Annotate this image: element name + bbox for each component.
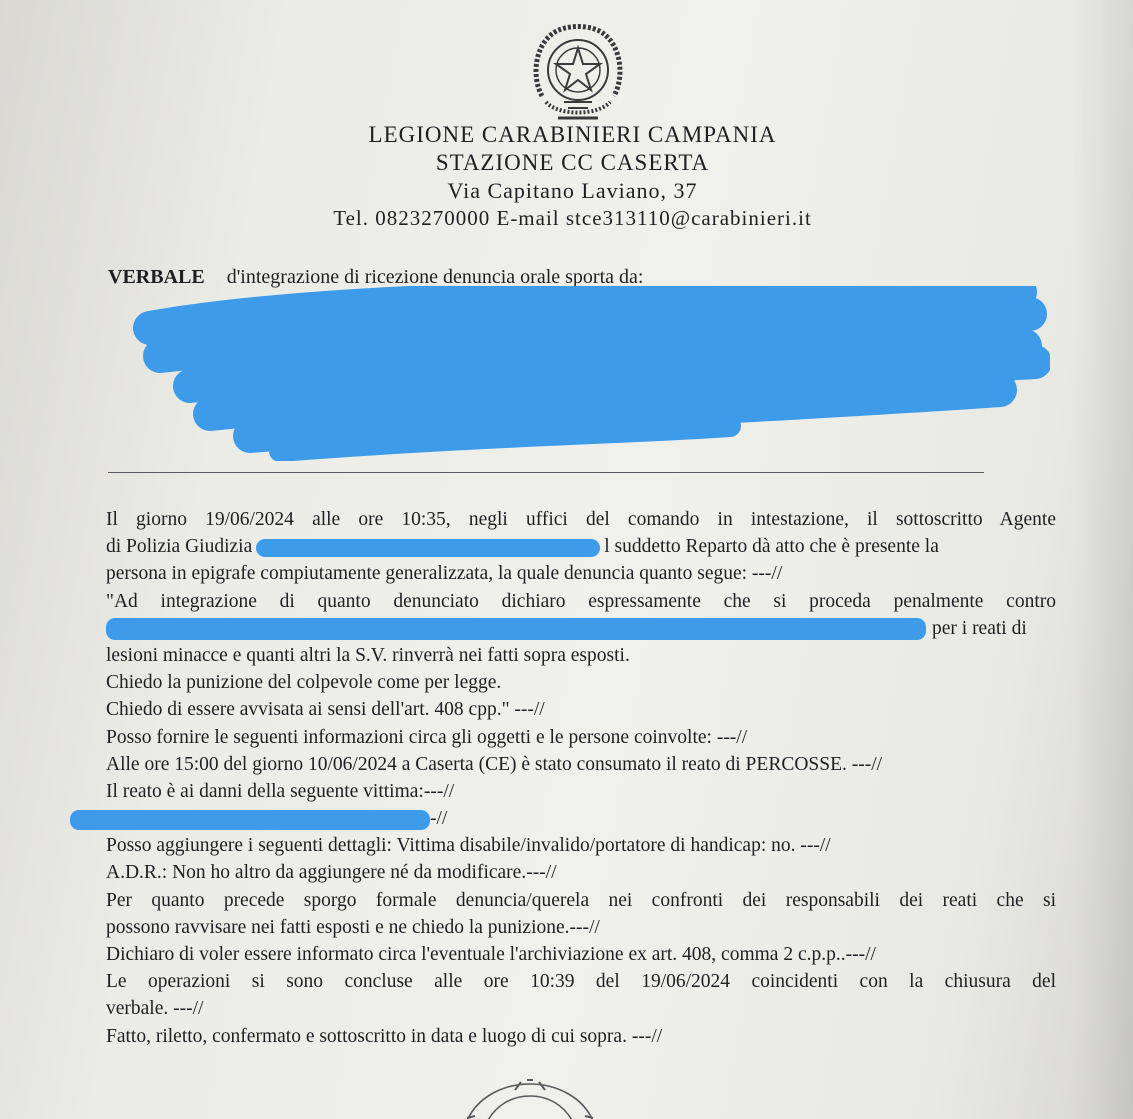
verbale-label: VERBALE xyxy=(108,266,205,288)
header-station: STAZIONE CC CASERTA xyxy=(435,150,710,175)
section-divider xyxy=(108,472,984,473)
redaction-block xyxy=(130,286,1050,461)
body-line: Il reato è ai danni della seguente vittima:---// xyxy=(106,780,455,802)
body-line-part: per i reati di xyxy=(932,617,1027,639)
body-line: Posso aggiungere i seguenti dettagli: Vittima disabile/invalido/portatore di handicap: no. ---// xyxy=(106,835,831,857)
body-line xyxy=(106,805,1056,832)
redaction-mark xyxy=(256,539,600,557)
header-legion: LEGIONE CARABINIERI CAMPANIA xyxy=(368,122,777,147)
body-line: possono ravvisare nei fatti esposti e ne chiedo la punizione.---// xyxy=(106,916,600,938)
body-line-part: l suddetto Reparto dà atto che è presente la xyxy=(604,536,939,558)
italian-republic-emblem-icon xyxy=(528,18,628,126)
verbale-subtitle: d'integrazione di ricezione denuncia orale sporta da: xyxy=(226,266,644,288)
body-line: persona in epigrafe compiutamente generalizzata, la quale denuncia quanto segue: ---// xyxy=(106,563,783,585)
redaction-mark xyxy=(106,618,926,640)
body-line-part: -// xyxy=(430,808,448,830)
body-line: lesioni minacce e quanti altri la S.V. rinverrà nei fatti sopra esposti. xyxy=(106,644,630,666)
body-line xyxy=(106,615,1056,642)
body-line: Chiedo la punizione del colpevole come per legge. xyxy=(106,672,502,694)
verbale-body xyxy=(106,506,1056,1050)
body-line: Dichiaro di voler essere informato circa l'eventuale l'archiviazione ex art. 408, comma 2 c.p.p..---// xyxy=(106,944,876,965)
header-contacts: Tel. 0823270000 E-mail stce313110@carabinieri.it xyxy=(333,206,812,230)
body-line: Alle ore 15:00 del giorno 10/06/2024 a Caserta (CE) è stato consumato il reato di PERCOSSE. ---// xyxy=(106,753,883,775)
body-line: Posso fornire le seguenti informazioni circa gli oggetti e le persone coinvolte: ---// xyxy=(106,726,748,748)
body-line: Per quanto precede sporgo formale denuncia/querela nei confronti dei responsabili dei reati che si xyxy=(106,889,1056,911)
body-line: "Ad integrazione di quanto denunciato dichiaro espressamente che si proceda penalmente contro xyxy=(106,590,1056,612)
body-line: Il giorno 19/06/2024 alle ore 10:35, negli uffici del comando in intestazione, il sottoscritto Agente xyxy=(106,509,1056,530)
body-line: A.D.R.: Non ho altro da aggiungere né da modificare.---// xyxy=(106,862,557,884)
body-line: Fatto, riletto, confermato e sottoscritto in data e luogo di cui sopra. ---// xyxy=(106,1025,663,1047)
body-line xyxy=(106,533,1056,560)
body-line: verbale. ---// xyxy=(106,998,204,1020)
body-line-part: di Polizia Giudizia xyxy=(106,536,253,558)
stamp-seal-icon xyxy=(455,1076,605,1119)
header-address: Via Capitano Laviano, 37 xyxy=(447,178,698,203)
body-line: Chiedo di essere avvisata ai sensi dell'art. 408 cpp." ---// xyxy=(106,699,545,721)
redaction-mark xyxy=(70,810,430,830)
body-line: Le operazioni si sono concluse alle ore 10:39 del 19/06/2024 coincidenti con la chiusura del xyxy=(106,971,1056,993)
